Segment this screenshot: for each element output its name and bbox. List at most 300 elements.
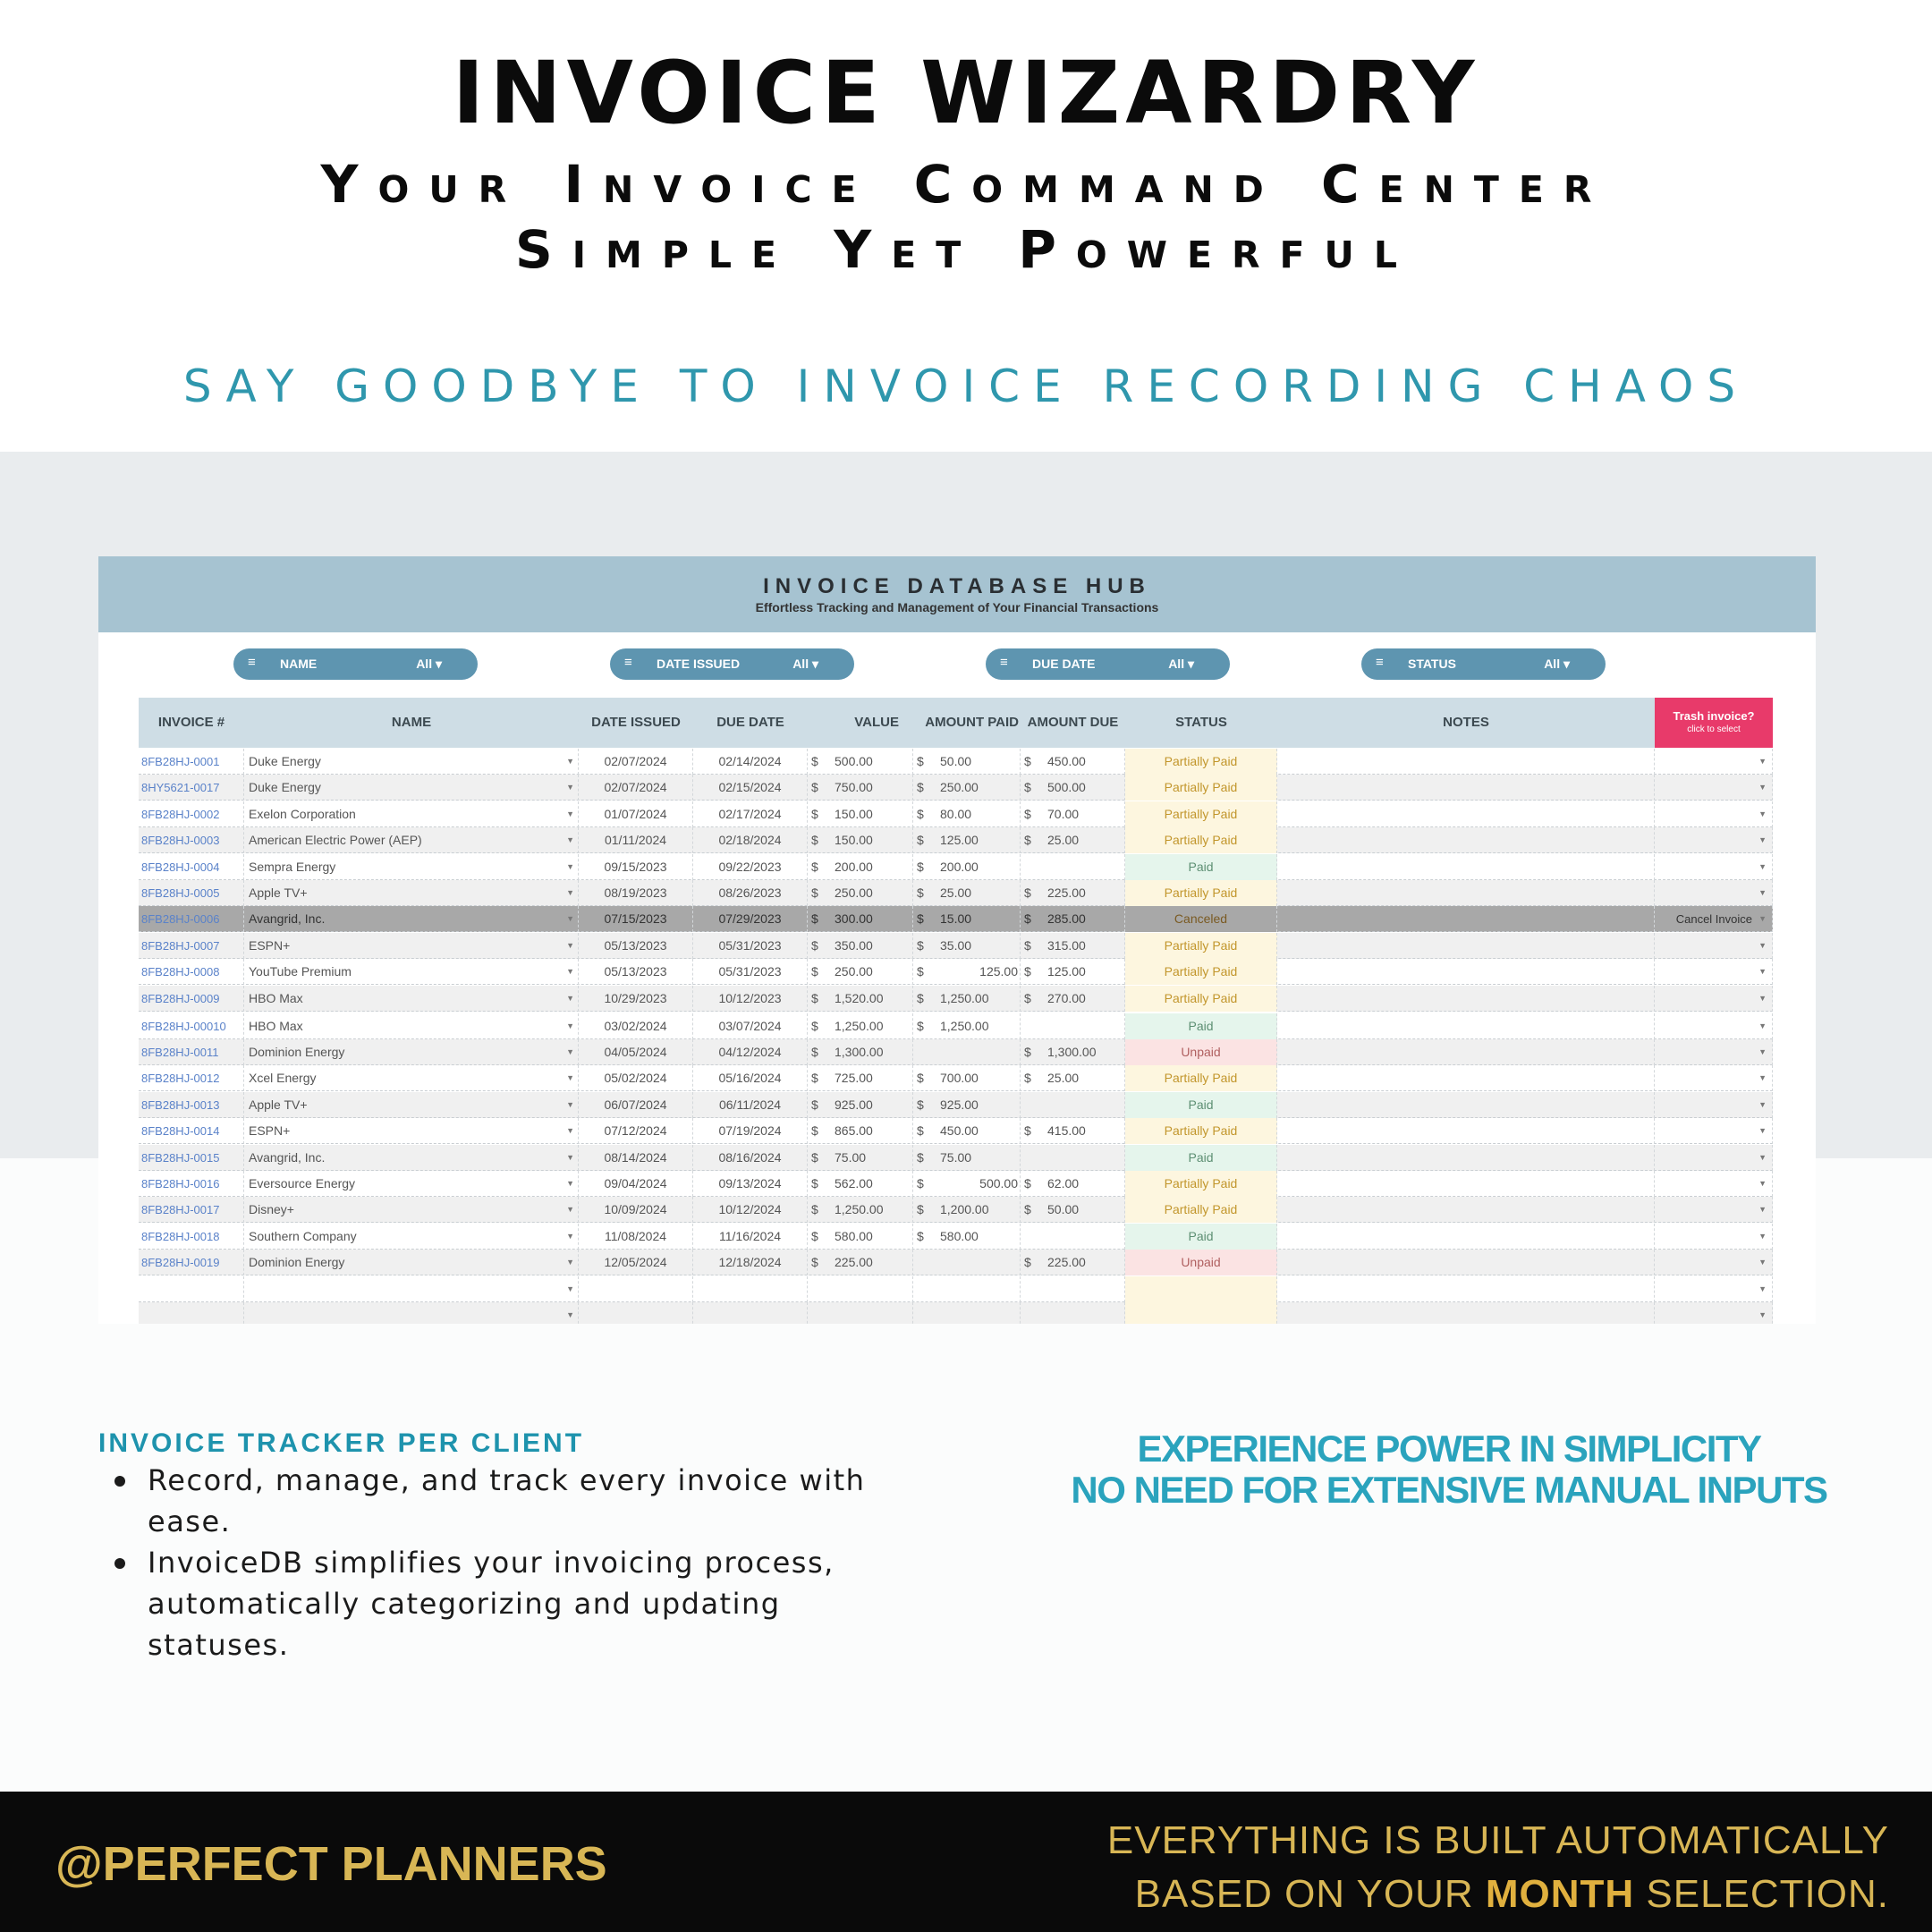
trash-invoice-dropdown[interactable] [1655,1118,1773,1144]
notes-cell[interactable] [1277,1118,1655,1144]
table-row[interactable] [139,827,1773,853]
value-cell[interactable] [808,1039,913,1065]
notes-cell[interactable] [1277,775,1655,801]
client-name-dropdown[interactable] [244,749,579,775]
table-row[interactable] [139,1276,1773,1302]
due-date-cell[interactable] [693,1145,808,1171]
table-row[interactable] [139,1224,1773,1250]
caret-down-icon[interactable]: ▼ [1758,914,1767,924]
amount-due-cell[interactable] [1021,1224,1125,1250]
value-cell[interactable] [808,1065,913,1091]
amount-paid-cell[interactable] [913,1302,1021,1324]
client-name-dropdown[interactable] [244,1171,579,1197]
date-issued-cell[interactable] [579,1145,693,1171]
currency-symbol: $ [917,937,924,953]
due-date-cell[interactable] [693,1065,808,1091]
table-row[interactable] [139,801,1773,827]
invoice-number-cell-text: 8FB28HJ-0016 [141,1177,220,1191]
date-issued-cell[interactable] [579,827,693,853]
caret-down-icon[interactable]: ▼ [1758,835,1767,845]
caret-down-icon[interactable]: ▼ [1758,888,1767,897]
due-date-cell[interactable] [693,801,808,827]
client-name-dropdown-text: HBO Max [249,990,303,1005]
value-cell[interactable] [808,749,913,775]
amount-due-cell[interactable] [1021,1302,1125,1324]
client-name-dropdown[interactable] [244,1092,579,1118]
col-due-date: DUE DATE [716,715,784,730]
invoice-number-cell [139,1092,244,1118]
trash-invoice-dropdown[interactable] [1655,1276,1773,1302]
amount-paid-cell[interactable] [913,906,1021,932]
status-badge [1125,775,1277,801]
due-date-cell[interactable] [693,1276,808,1302]
amount-due-cell[interactable] [1021,801,1125,827]
client-name-dropdown[interactable] [244,801,579,827]
sheet-title: INVOICE DATABASE HUB [763,574,1151,598]
amount-paid-cell[interactable] [913,1145,1021,1171]
invoice-number-cell [139,906,244,932]
trash-invoice-dropdown[interactable] [1655,933,1773,959]
value-cell[interactable] [808,1118,913,1144]
notes-cell[interactable] [1277,959,1655,985]
notes-cell[interactable] [1277,1065,1655,1091]
caret-down-icon[interactable]: ▼ [566,783,574,792]
value-cell[interactable] [808,1302,913,1324]
date-issued-cell[interactable] [579,1276,693,1302]
invoice-number-cell [139,827,244,853]
value-cell-text: 1,250.00 [835,1202,884,1217]
date-issued-cell[interactable] [579,1250,693,1275]
notes-cell[interactable] [1277,827,1655,853]
amount-due-cell[interactable] [1021,1092,1125,1118]
amount-due-cell[interactable] [1021,1065,1125,1091]
client-name-dropdown[interactable] [244,854,579,880]
caret-down-icon[interactable]: ▼ [566,914,574,924]
value-cell[interactable] [808,827,913,853]
date-issued-cell-text: 10/29/2023 [604,990,667,1005]
trash-invoice-dropdown[interactable] [1655,1224,1773,1250]
notes-cell[interactable] [1277,1171,1655,1197]
due-date-cell-text: 12/18/2024 [718,1255,782,1270]
table-row[interactable] [139,1065,1773,1091]
amount-paid-cell[interactable] [913,1065,1021,1091]
amount-paid-cell[interactable] [913,1171,1021,1197]
notes-cell[interactable] [1277,801,1655,827]
due-date-cell[interactable] [693,1118,808,1144]
caret-down-icon[interactable]: ▼ [1758,940,1767,950]
amount-due-cell[interactable] [1021,827,1125,853]
date-issued-cell[interactable] [579,1039,693,1065]
invoice-sheet [98,556,1816,1324]
caret-down-icon[interactable]: ▼ [566,757,574,766]
value-cell-text: 200.00 [835,859,873,874]
table-row[interactable] [139,1197,1773,1223]
amount-due-cell[interactable] [1021,775,1125,801]
caret-down-icon[interactable]: ▼ [1758,967,1767,977]
notes-cell[interactable] [1277,1013,1655,1039]
col-status: STATUS [1175,715,1227,730]
table-row[interactable] [139,854,1773,880]
notes-cell[interactable] [1277,986,1655,1012]
invoice-number-cell-text: 8FB28HJ-0004 [141,860,220,874]
trash-invoice-dropdown[interactable] [1655,1197,1773,1223]
value-cell[interactable] [808,1145,913,1171]
status-badge-text: Paid [1188,1228,1214,1243]
due-date-cell[interactable] [693,854,808,880]
status-badge [1125,854,1277,880]
value-cell-text: 250.00 [835,886,873,900]
footer-line2-highlight: MONTH [1485,1872,1635,1916]
table-row[interactable] [139,1039,1773,1065]
caret-down-icon[interactable]: ▼ [1758,1231,1767,1241]
caret-down-icon[interactable]: ▼ [566,1258,574,1267]
due-date-cell[interactable] [693,880,808,906]
status-badge-text: Partially Paid [1164,806,1238,821]
client-name-dropdown[interactable] [244,1065,579,1091]
due-date-cell[interactable] [693,959,808,985]
trash-invoice-dropdown[interactable] [1655,1302,1773,1324]
client-name-dropdown[interactable] [244,933,579,959]
trash-invoice-dropdown[interactable] [1655,1250,1773,1275]
trash-invoice-dropdown[interactable] [1655,959,1773,985]
table-row[interactable] [139,933,1773,959]
trash-invoice-dropdown[interactable] [1655,1039,1773,1065]
currency-symbol: $ [1024,1202,1031,1217]
due-date-cell[interactable] [693,933,808,959]
caret-down-icon[interactable]: ▼ [1758,1126,1767,1136]
notes-cell[interactable] [1277,1302,1655,1324]
due-date-cell[interactable] [693,1224,808,1250]
caret-down-icon[interactable]: ▼ [566,1284,574,1293]
value-cell[interactable] [808,880,913,906]
client-name-dropdown[interactable] [244,906,579,932]
notes-cell[interactable] [1277,906,1655,932]
caret-down-icon[interactable]: ▼ [1758,993,1767,1003]
due-date-cell[interactable] [693,1171,808,1197]
caret-down-icon[interactable]: ▼ [566,1179,574,1188]
invoice-number-cell-text: 8FB28HJ-0007 [141,938,220,953]
table-row[interactable] [139,959,1773,985]
notes-cell[interactable] [1277,1224,1655,1250]
value-cell[interactable] [808,1250,913,1275]
client-name-dropdown-text: Duke Energy [249,754,321,768]
caret-down-icon[interactable]: ▼ [566,1047,574,1056]
value-cell[interactable] [808,906,913,932]
caret-down-icon[interactable]: ▼ [1758,861,1767,871]
amount-due-cell[interactable] [1021,1276,1125,1302]
value-cell[interactable] [808,775,913,801]
caret-down-icon[interactable]: ▼ [1758,1073,1767,1083]
due-date-cell[interactable] [693,986,808,1012]
footer-line1: EVERYTHING IS BUILT AUTOMATICALLY [1106,1818,1889,1862]
due-date-cell-text: 02/17/2024 [718,806,782,821]
table-row[interactable] [139,1171,1773,1197]
amount-due-cell[interactable] [1021,986,1125,1012]
due-date-cell[interactable] [693,775,808,801]
due-date-cell[interactable] [693,1302,808,1324]
amount-due-cell-text: 70.00 [1047,806,1080,821]
amount-paid-cell[interactable] [913,827,1021,853]
invoice-number-cell [139,1250,244,1275]
filter-date-issued[interactable] [610,648,854,680]
amount-due-cell[interactable] [1021,749,1125,775]
amount-paid-cell[interactable] [913,749,1021,775]
caret-down-icon[interactable]: ▼ [1758,757,1767,766]
trash-invoice-dropdown[interactable] [1655,775,1773,801]
table-row[interactable] [139,880,1773,906]
trash-invoice-dropdown[interactable] [1655,906,1773,932]
filter-value: All ▾ [792,657,818,671]
filter-name[interactable] [233,648,478,680]
caret-down-icon[interactable]: ▼ [1758,1047,1767,1056]
amount-paid-cell[interactable] [913,1224,1021,1250]
amount-due-cell[interactable] [1021,1171,1125,1197]
bullet-dot-icon [114,1558,125,1569]
trash-invoice-dropdown[interactable] [1655,854,1773,880]
status-badge-text: Unpaid [1181,1255,1221,1270]
client-name-dropdown[interactable] [244,1118,579,1144]
date-issued-cell[interactable] [579,959,693,985]
due-date-cell[interactable] [693,749,808,775]
notes-cell[interactable] [1277,1092,1655,1118]
caret-down-icon[interactable]: ▼ [1758,1310,1767,1319]
due-date-cell[interactable] [693,906,808,932]
table-row[interactable] [139,1145,1773,1171]
value-cell[interactable] [808,1197,913,1223]
value-cell[interactable] [808,1276,913,1302]
client-name-dropdown-text: Dominion Energy [249,1045,345,1059]
due-date-cell[interactable] [693,1013,808,1039]
caret-down-icon[interactable]: ▼ [1758,1099,1767,1109]
table-row[interactable] [139,1302,1773,1324]
date-issued-cell[interactable] [579,801,693,827]
amount-due-cell[interactable] [1021,1039,1125,1065]
notes-cell[interactable] [1277,1250,1655,1275]
due-date-cell[interactable] [693,1039,808,1065]
amount-paid-cell[interactable] [913,854,1021,880]
trash-invoice-header[interactable] [1655,698,1773,748]
amount-due-cell[interactable] [1021,1118,1125,1144]
client-name-dropdown[interactable] [244,1302,579,1324]
amount-due-cell[interactable] [1021,959,1125,985]
amount-paid-cell[interactable] [913,1092,1021,1118]
date-issued-cell[interactable] [579,1171,693,1197]
caret-down-icon[interactable]: ▼ [566,1205,574,1215]
amount-paid-cell[interactable] [913,1250,1021,1275]
notes-cell[interactable] [1277,1197,1655,1223]
notes-cell[interactable] [1277,933,1655,959]
due-date-cell[interactable] [693,1197,808,1223]
trash-invoice-dropdown[interactable] [1655,801,1773,827]
caret-down-icon[interactable]: ▼ [566,1126,574,1136]
amount-due-cell[interactable] [1021,1197,1125,1223]
trash-invoice-dropdown[interactable] [1655,749,1773,775]
caret-down-icon[interactable]: ▼ [566,1310,574,1319]
currency-symbol: $ [917,806,924,821]
power-line2: NO NEED FOR EXTENSIVE MANUAL INPUTS [1071,1469,1827,1511]
filter-due-date[interactable] [986,648,1230,680]
amount-paid-cell[interactable] [913,933,1021,959]
notes-cell[interactable] [1277,880,1655,906]
caret-down-icon[interactable]: ▼ [1758,1205,1767,1215]
client-name-dropdown[interactable] [244,775,579,801]
date-issued-cell[interactable] [579,933,693,959]
filter-status[interactable] [1361,648,1606,680]
caret-down-icon[interactable]: ▼ [566,967,574,977]
trash-invoice-dropdown[interactable] [1655,986,1773,1012]
caret-down-icon[interactable]: ▼ [566,940,574,950]
invoice-number-cell [139,1224,244,1250]
status-badge [1125,1039,1277,1065]
date-issued-cell[interactable] [579,1013,693,1039]
caret-down-icon[interactable]: ▼ [1758,783,1767,792]
due-date-cell[interactable] [693,1250,808,1275]
amount-due-cell[interactable] [1021,933,1125,959]
caret-down-icon[interactable]: ▼ [1758,1152,1767,1162]
client-name-dropdown[interactable] [244,959,579,985]
client-name-dropdown[interactable] [244,1145,579,1171]
date-issued-cell[interactable] [579,986,693,1012]
client-name-dropdown-text: American Electric Power (AEP) [249,833,422,848]
value-cell[interactable] [808,1224,913,1250]
client-name-dropdown[interactable] [244,1250,579,1275]
amount-paid-cell[interactable] [913,1276,1021,1302]
client-name-dropdown[interactable] [244,1039,579,1065]
amount-paid-cell[interactable] [913,959,1021,985]
date-issued-cell[interactable] [579,880,693,906]
value-cell[interactable] [808,1013,913,1039]
caret-down-icon[interactable]: ▼ [566,993,574,1003]
footer-message [1107,1814,1889,1921]
amount-due-cell[interactable] [1021,854,1125,880]
amount-due-cell[interactable] [1021,1250,1125,1275]
value-cell[interactable] [808,854,913,880]
currency-symbol: $ [811,911,818,927]
value-cell[interactable] [808,986,913,1012]
invoice-number-cell-text: 8FB28HJ-0009 [141,991,220,1005]
trash-invoice-dropdown[interactable] [1655,1171,1773,1197]
notes-cell[interactable] [1277,854,1655,880]
due-date-cell[interactable] [693,1092,808,1118]
caret-down-icon[interactable]: ▼ [1758,1258,1767,1267]
table-row[interactable] [139,986,1773,1012]
client-name-dropdown[interactable] [244,1276,579,1302]
date-issued-cell[interactable] [579,1092,693,1118]
table-row[interactable] [139,1118,1773,1144]
date-issued-cell-text: 01/11/2024 [604,833,667,848]
value-cell[interactable] [808,1171,913,1197]
currency-symbol: $ [1024,780,1031,795]
caret-down-icon[interactable]: ▼ [566,1152,574,1162]
caret-down-icon[interactable]: ▼ [566,809,574,818]
date-issued-cell-text: 10/09/2024 [604,1202,667,1217]
caret-down-icon[interactable]: ▼ [1758,1021,1767,1030]
trash-invoice-dropdown[interactable] [1655,880,1773,906]
client-name-dropdown[interactable] [244,1197,579,1223]
value-cell[interactable] [808,801,913,827]
currency-symbol: $ [811,1097,818,1112]
date-issued-cell[interactable] [579,854,693,880]
notes-cell[interactable] [1277,1145,1655,1171]
amount-due-cell[interactable] [1021,906,1125,932]
caret-down-icon[interactable]: ▼ [566,861,574,871]
amount-paid-cell[interactable] [913,1039,1021,1065]
client-name-dropdown[interactable] [244,986,579,1012]
amount-paid-cell[interactable] [913,1118,1021,1144]
amount-paid-cell[interactable] [913,1197,1021,1223]
amount-due-cell-text: 25.00 [1047,833,1080,848]
table-row[interactable] [139,749,1773,775]
due-date-cell[interactable] [693,827,808,853]
date-issued-cell[interactable] [579,1224,693,1250]
amount-paid-cell[interactable] [913,880,1021,906]
caret-down-icon[interactable]: ▼ [566,1073,574,1083]
caret-down-icon[interactable]: ▼ [566,1231,574,1241]
client-name-dropdown[interactable] [244,1013,579,1039]
table-row[interactable] [139,775,1773,801]
client-name-dropdown[interactable] [244,827,579,853]
trash-invoice-dropdown[interactable] [1655,1013,1773,1039]
caret-down-icon[interactable]: ▼ [566,835,574,845]
date-issued-cell[interactable] [579,749,693,775]
status-badge [1125,827,1277,853]
date-issued-cell[interactable] [579,1302,693,1324]
caret-down-icon[interactable]: ▼ [1758,809,1767,818]
table-row[interactable] [139,1013,1773,1039]
amount-paid-cell-text: 80.00 [940,806,972,821]
caret-down-icon[interactable]: ▼ [1758,1179,1767,1188]
date-issued-cell[interactable] [579,1197,693,1223]
date-issued-cell[interactable] [579,906,693,932]
trash-invoice-dropdown[interactable] [1655,827,1773,853]
value-cell[interactable] [808,1092,913,1118]
date-issued-cell[interactable] [579,775,693,801]
amount-paid-cell[interactable] [913,986,1021,1012]
amount-due-cell[interactable] [1021,880,1125,906]
notes-cell[interactable] [1277,1276,1655,1302]
notes-cell[interactable] [1277,1039,1655,1065]
caret-down-icon[interactable]: ▼ [566,1099,574,1109]
notes-cell[interactable] [1277,749,1655,775]
trash-invoice-dropdown[interactable] [1655,1065,1773,1091]
caret-down-icon[interactable]: ▼ [1758,1284,1767,1293]
amount-due-cell[interactable] [1021,1013,1125,1039]
trash-invoice-dropdown[interactable] [1655,1145,1773,1171]
client-name-dropdown[interactable] [244,1224,579,1250]
features-title: INVOICE TRACKER PER CLIENT [98,1428,585,1458]
caret-down-icon[interactable]: ▼ [566,1021,574,1030]
table-row[interactable] [139,1092,1773,1118]
table-row[interactable] [139,1250,1773,1275]
amount-paid-cell[interactable] [913,775,1021,801]
client-name-dropdown[interactable] [244,880,579,906]
trash-invoice-dropdown[interactable] [1655,1092,1773,1118]
date-issued-cell[interactable] [579,1065,693,1091]
amount-paid-cell[interactable] [913,1013,1021,1039]
table-row[interactable] [139,906,1773,932]
amount-due-cell-text: 415.00 [1047,1123,1086,1139]
amount-due-cell[interactable] [1021,1145,1125,1171]
date-issued-cell[interactable] [579,1118,693,1144]
amount-paid-cell-text: 200.00 [940,859,979,874]
caret-down-icon[interactable]: ▼ [566,888,574,897]
value-cell[interactable] [808,959,913,985]
status-badge-text: Partially Paid [1164,1071,1238,1086]
value-cell-text: 1,520.00 [835,990,884,1005]
col-date-issued: DATE ISSUED [591,715,681,730]
value-cell[interactable] [808,933,913,959]
amount-paid-cell[interactable] [913,801,1021,827]
